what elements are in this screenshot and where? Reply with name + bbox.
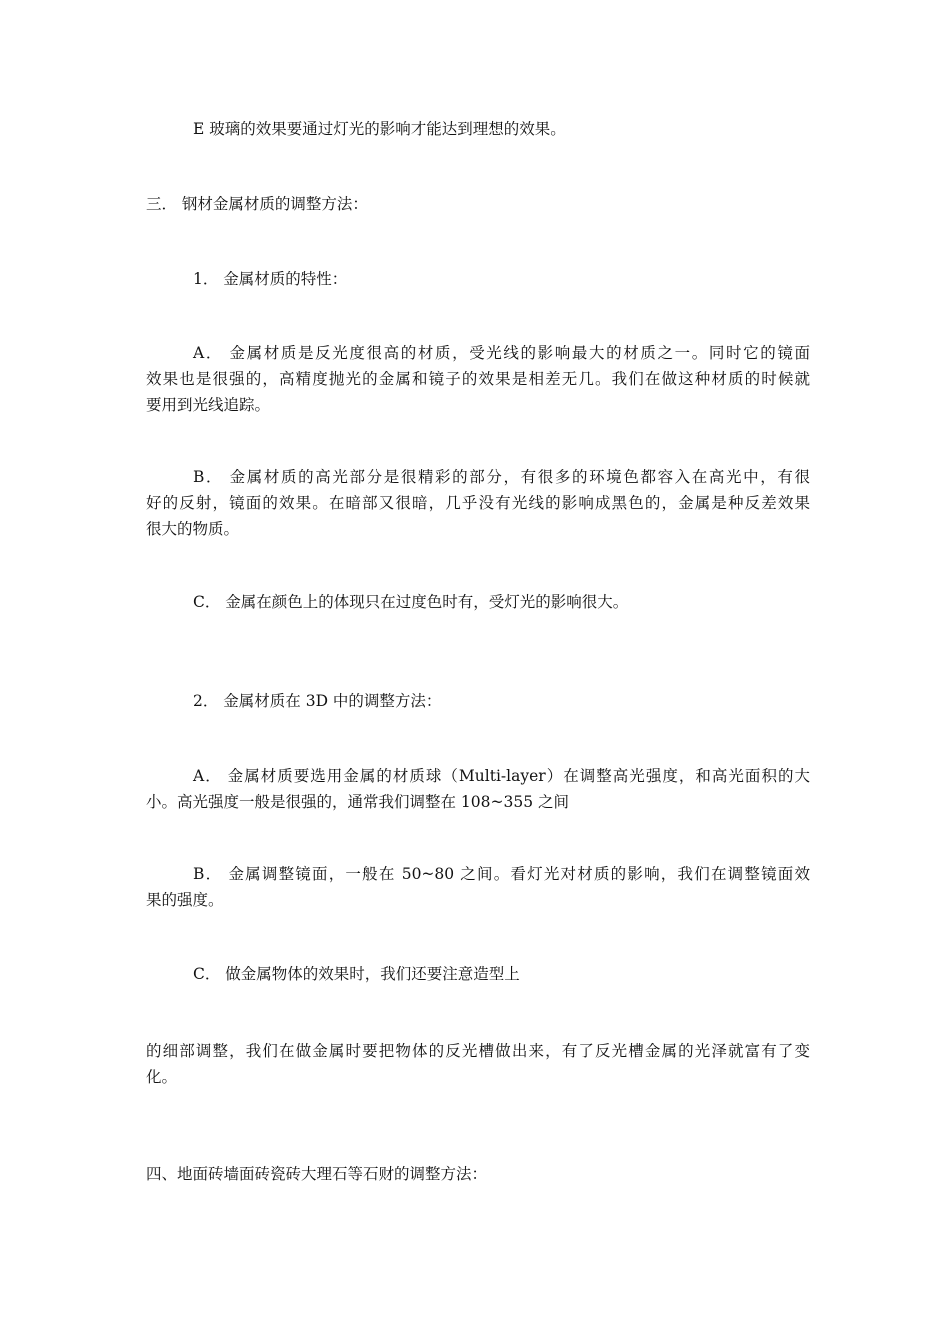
paragraph-a1-line1: A． 金属材质是反光度很高的材质，受光线的影响最大的材质之一。同时它的镜面 bbox=[193, 344, 810, 362]
paragraph-b2-line2: 果的强度。 bbox=[146, 891, 224, 909]
paragraph-b1-line2: 好的反射，镜面的效果。在暗部又很暗，几乎没有光线的影响成黑色的，金属是种反差效果 bbox=[146, 494, 810, 512]
paragraph-b1-line3: 很大的物质。 bbox=[146, 520, 240, 538]
section-heading-stone: 四、地面砖墙面砖瓷砖大理石等石财的调整方法： bbox=[146, 1165, 488, 1183]
subheading-metal-properties: 1． 金属材质的特性： bbox=[193, 270, 348, 288]
paragraph-a1-line3: 要用到光线追踪。 bbox=[146, 396, 271, 414]
paragraph-continuation-line1: 的细部调整，我们在做金属时要把物体的反光槽做出来，有了反光槽金属的光泽就富有了变 bbox=[146, 1042, 810, 1060]
paragraph-glass-effect: E 玻璃的效果要通过灯光的影响才能达到理想的效果。 bbox=[193, 120, 566, 138]
paragraph-b1-line1: B． 金属材质的高光部分是很精彩的部分，有很多的环境色都容入在高光中，有很 bbox=[193, 468, 810, 486]
section-heading-metal: 三． 钢材金属材质的调整方法： bbox=[146, 195, 368, 213]
paragraph-a2-line1: A． 金属材质要选用金属的材质球（Multi-layer）在调整高光强度，和高光面积的大 bbox=[193, 767, 810, 785]
paragraph-b2-line1: B． 金属调整镜面，一般在 50~80 之间。看灯光对材质的影响，我们在调整镜面效 bbox=[193, 865, 810, 883]
paragraph-continuation-line2: 化。 bbox=[146, 1068, 178, 1086]
paragraph-c1: C． 金属在颜色上的体现只在过度色时有，受灯光的影响很大。 bbox=[193, 593, 629, 611]
subheading-metal-3d-adjustment: 2． 金属材质在 3D 中的调整方法： bbox=[193, 692, 442, 710]
paragraph-a2-line2: 小。高光强度一般是很强的，通常我们调整在 108~355 之间 bbox=[146, 793, 570, 811]
paragraph-c2: C． 做金属物体的效果时，我们还要注意造型上 bbox=[193, 965, 520, 983]
paragraph-a1-line2: 效果也是很强的，高精度抛光的金属和镜子的效果是相差无几。我们在做这种材质的时候就 bbox=[146, 370, 810, 388]
